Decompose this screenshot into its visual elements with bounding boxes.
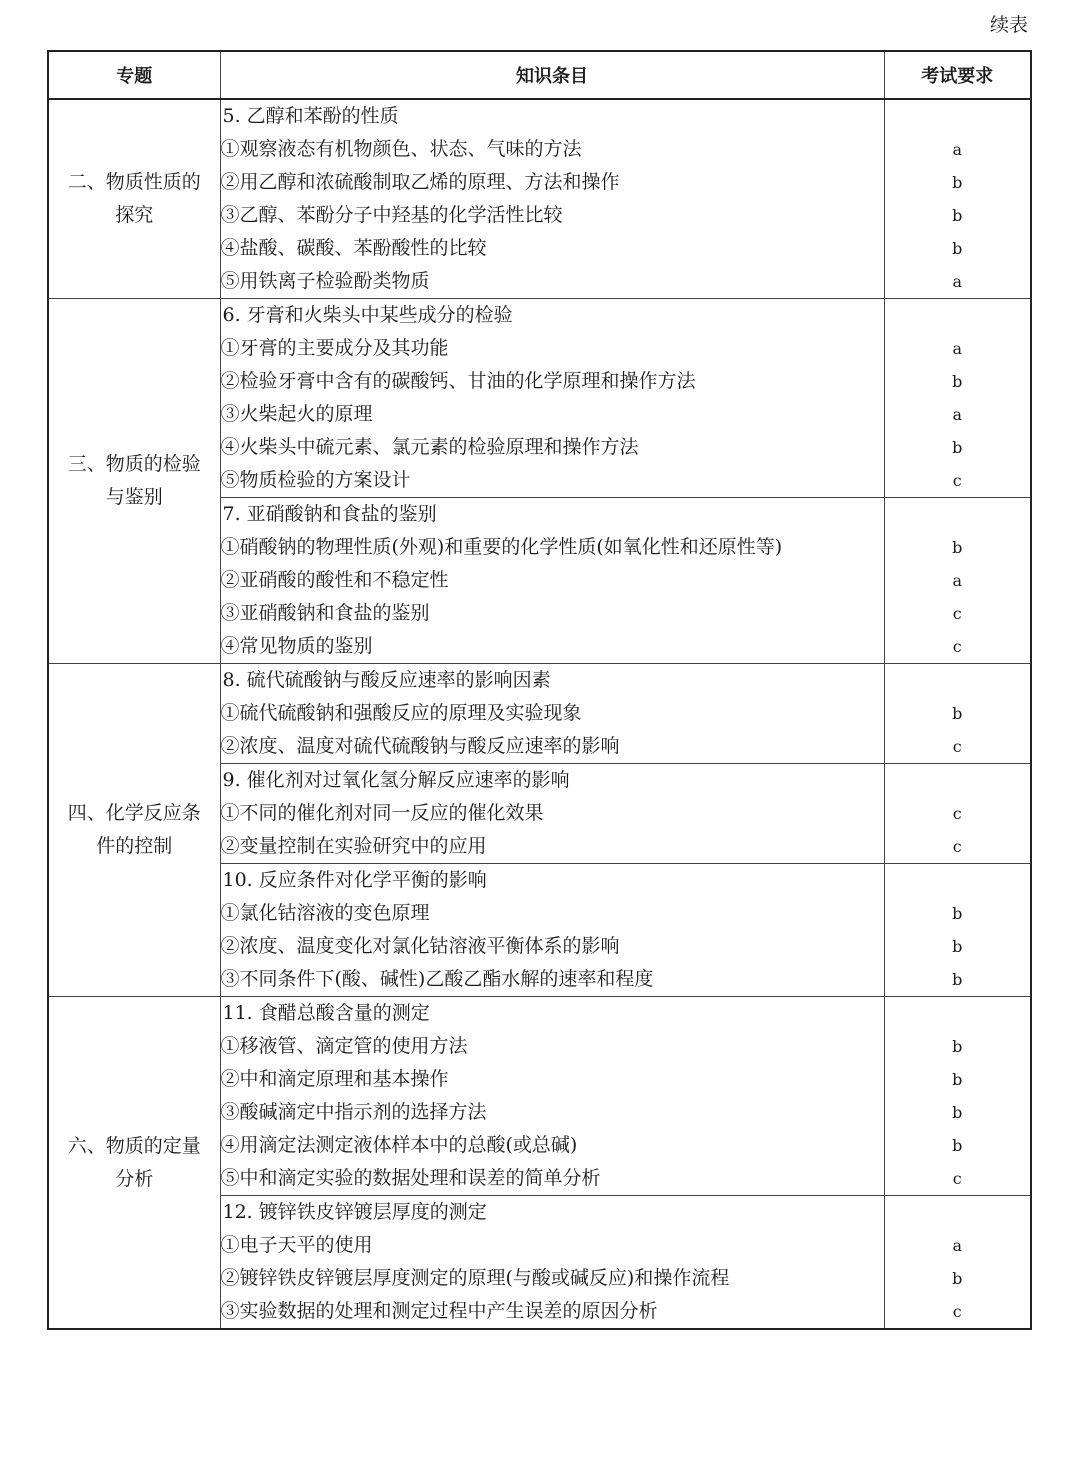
- requirement-level: b: [952, 1136, 963, 1155]
- requirement-cell: [884, 299, 1031, 498]
- knowledge-item: ②检验牙膏中含有的碳酸钙、甘油的化学原理和操作方法: [220, 370, 696, 392]
- requirement-level: c: [952, 837, 962, 856]
- knowledge-item: ②亚硝酸的酸性和不稳定性: [220, 569, 449, 591]
- knowledge-items-cell: [220, 997, 884, 1196]
- requirement-level: b: [952, 704, 963, 723]
- requirement-level: b: [952, 970, 963, 989]
- knowledge-item: ⑤用铁离子检验酚类物质: [220, 270, 430, 292]
- topic-name: 四、化学反应条件的控制: [67, 802, 201, 857]
- knowledge-item: ⑤中和滴定实验的数据处理和误差的简单分析: [220, 1167, 601, 1189]
- requirement-spacer: [885, 299, 1031, 332]
- topic-cell: [48, 664, 220, 997]
- knowledge-items-cell: [220, 764, 884, 864]
- table-row: [48, 299, 1031, 498]
- knowledge-item: ②变量控制在实验研究中的应用: [220, 835, 487, 857]
- requirement-spacer: [885, 100, 1031, 133]
- knowledge-item: ③火柴起火的原理: [220, 403, 373, 425]
- requirement-cell: [884, 664, 1031, 764]
- header-item: 知识条目: [220, 51, 884, 99]
- knowledge-item: ④火柴头中硫元素、氯元素的检验原理和操作方法: [220, 436, 639, 458]
- knowledge-item: ③实验数据的处理和测定过程中产生误差的原因分析: [220, 1300, 658, 1322]
- header-topic: 专题: [48, 51, 220, 99]
- knowledge-item: ②镀锌铁皮锌镀层厚度测定的原理(与酸或碱反应)和操作流程: [220, 1267, 730, 1289]
- requirement-level: b: [952, 1037, 963, 1056]
- continuation-label: 续表: [989, 14, 1028, 36]
- topic-cell: [48, 997, 220, 1330]
- requirement-level: b: [952, 937, 963, 956]
- requirement-spacer: [885, 764, 1031, 797]
- knowledge-item: ②用乙醇和浓硫酸制取乙烯的原理、方法和操作: [220, 171, 620, 193]
- topic-name: 二、物质性质的探究: [67, 171, 201, 226]
- requirement-level: a: [952, 1236, 963, 1255]
- requirement-level: c: [952, 637, 962, 656]
- requirement-level: c: [952, 1169, 962, 1188]
- knowledge-item: ①硝酸钠的物理性质(外观)和重要的化学性质(如氧化性和还原性等): [220, 536, 783, 558]
- knowledge-item: ③不同条件下(酸、碱性)乙酸乙酯水解的速率和程度: [220, 968, 654, 990]
- table-row: [48, 99, 1031, 299]
- knowledge-item: ③酸碱滴定中指示剂的选择方法: [220, 1101, 487, 1123]
- requirement-level: a: [952, 571, 963, 590]
- requirement-level: b: [952, 1103, 963, 1122]
- requirement-level: b: [952, 1070, 963, 1089]
- knowledge-item: ④用滴定法测定液体样本中的总酸(或总碱): [220, 1134, 578, 1156]
- table-row: [48, 664, 1031, 764]
- knowledge-item: ②中和滴定原理和基本操作: [220, 1068, 449, 1090]
- knowledge-item: ①不同的催化剂对同一反应的催化效果: [220, 802, 544, 824]
- requirement-level: c: [952, 1302, 962, 1321]
- requirement-level: b: [952, 206, 963, 225]
- knowledge-item: ①观察液态有机物颜色、状态、气味的方法: [220, 138, 582, 160]
- requirement-level: b: [952, 239, 963, 258]
- requirement-level: c: [952, 737, 962, 756]
- syllabus-table: [47, 50, 1032, 1330]
- knowledge-items-cell: [220, 99, 884, 299]
- item-group-title: 10. 反应条件对化学平衡的影响: [222, 869, 487, 891]
- knowledge-item: ④常见物质的鉴别: [220, 635, 373, 657]
- requirement-level: c: [952, 804, 962, 823]
- knowledge-item: ①电子天平的使用: [220, 1234, 373, 1256]
- knowledge-items-cell: [220, 864, 884, 997]
- requirement-level: b: [952, 1269, 963, 1288]
- requirement-level: a: [952, 405, 963, 424]
- item-group-title: 5. 乙醇和苯酚的性质: [222, 105, 399, 127]
- knowledge-items-cell: [220, 498, 884, 664]
- knowledge-item: ①牙膏的主要成分及其功能: [220, 337, 449, 359]
- requirement-spacer: [885, 997, 1031, 1030]
- knowledge-item: ②浓度、温度变化对氯化钴溶液平衡体系的影响: [220, 935, 620, 957]
- requirement-level: a: [952, 272, 963, 291]
- requirement-cell: [884, 99, 1031, 299]
- knowledge-item: ①移液管、滴定管的使用方法: [220, 1035, 468, 1057]
- knowledge-item: ③亚硝酸钠和食盐的鉴别: [220, 602, 430, 624]
- item-group-title: 7. 亚硝酸钠和食盐的鉴别: [222, 503, 437, 525]
- requirement-level: b: [952, 438, 963, 457]
- knowledge-item: ②浓度、温度对硫代硫酸钠与酸反应速率的影响: [220, 735, 620, 757]
- topic-name: 三、物质的检验与鉴别: [67, 453, 201, 508]
- header-requirement: 考试要求: [884, 51, 1031, 99]
- item-group-title: 8. 硫代硫酸钠与酸反应速率的影响因素: [222, 669, 551, 691]
- header-row: [48, 51, 1031, 99]
- knowledge-item: ①氯化钴溶液的变色原理: [220, 902, 430, 924]
- knowledge-item: ⑤物质检验的方案设计: [220, 469, 411, 491]
- requirement-cell: [884, 764, 1031, 864]
- requirement-level: b: [952, 372, 963, 391]
- knowledge-items-cell: [220, 299, 884, 498]
- requirement-cell: [884, 498, 1031, 664]
- topic-cell: [48, 99, 220, 299]
- item-group-title: 9. 催化剂对过氧化氢分解反应速率的影响: [222, 769, 570, 791]
- item-group-title: 12. 镀锌铁皮锌镀层厚度的测定: [222, 1201, 487, 1223]
- knowledge-item: ④盐酸、碳酸、苯酚酸性的比较: [220, 237, 487, 259]
- requirement-spacer: [885, 864, 1031, 897]
- requirement-spacer: [885, 664, 1031, 697]
- requirement-cell: [884, 864, 1031, 997]
- item-group-title: 11. 食醋总酸含量的测定: [222, 1002, 430, 1024]
- item-group-title: 6. 牙膏和火柴头中某些成分的检验: [222, 304, 513, 326]
- requirement-level: b: [952, 173, 963, 192]
- knowledge-items-cell: [220, 664, 884, 764]
- requirement-spacer: [885, 498, 1031, 531]
- requirement-cell: [884, 997, 1031, 1196]
- topic-cell: [48, 299, 220, 664]
- requirement-level: a: [952, 339, 963, 358]
- requirement-cell: [884, 1196, 1031, 1330]
- requirement-level: b: [952, 904, 963, 923]
- table-body: [48, 99, 1031, 1329]
- requirement-level: c: [952, 471, 962, 490]
- requirement-level: a: [952, 140, 963, 159]
- topic-name: 六、物质的定量分析: [67, 1134, 201, 1190]
- requirement-level: c: [952, 604, 962, 623]
- knowledge-item: ①硫代硫酸钠和强酸反应的原理及实验现象: [220, 702, 582, 724]
- table-row: [48, 997, 1031, 1196]
- knowledge-item: ③乙醇、苯酚分子中羟基的化学活性比较: [220, 204, 563, 226]
- requirement-spacer: [885, 1196, 1031, 1229]
- requirement-level: b: [952, 538, 963, 557]
- knowledge-items-cell: [220, 1196, 884, 1330]
